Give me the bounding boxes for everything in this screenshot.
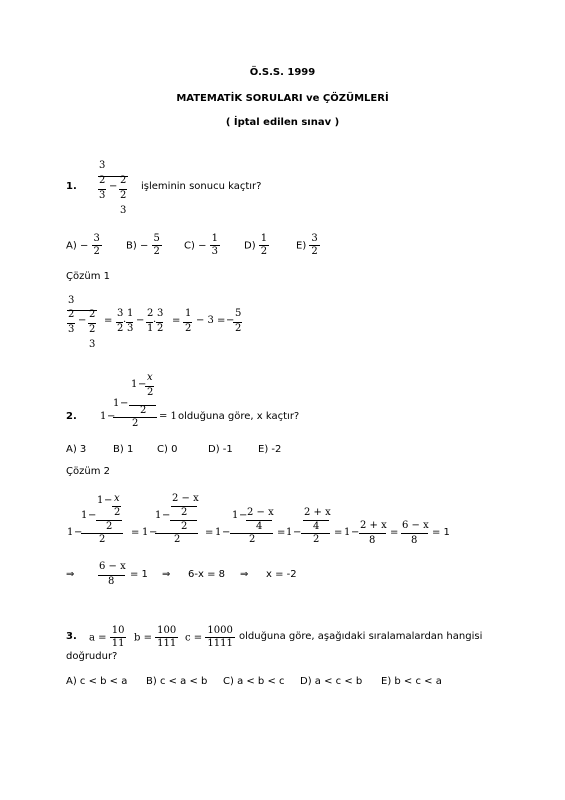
question-1-number: 1. <box>66 181 77 192</box>
q1-option-e[interactable]: E) $\frac{3}{2}$ <box>296 233 318 257</box>
q2-option-a[interactable]: A) 3 <box>66 444 87 455</box>
q3-option-c[interactable]: C) a < b < c <box>223 676 285 687</box>
q1-option-c[interactable]: C) − $\frac{1}{3}$ <box>184 233 219 257</box>
q2-option-b[interactable]: B) 1 <box>113 444 134 455</box>
q3-c-definition: c = $\frac{1000}{1111}$ <box>185 625 233 649</box>
question-1-text: işleminin sonucu kaçtır? <box>141 181 262 192</box>
q2-option-c[interactable]: C) 0 <box>157 444 178 455</box>
exam-title: Ö.S.S. 1999 <box>249 67 316 78</box>
q3-a-definition: a = $\frac{10}{11}$ <box>89 625 125 649</box>
question-2-number: 2. <box>66 411 77 422</box>
q3-option-a[interactable]: A) c < b < a <box>66 676 128 687</box>
q2-option-e[interactable]: E) -2 <box>258 444 282 455</box>
q3-option-b[interactable]: B) c < a < b <box>146 676 208 687</box>
question-3-text: olduğuna göre, aşağıdaki sıralamalardan hangisi <box>239 631 483 642</box>
exam-note: ( İptal edilen sınav ) <box>225 117 340 128</box>
exam-subtitle: MATEMATİK SORULARI ve ÇÖZÜMLERİ <box>176 93 389 104</box>
q3-b-definition: b = $\frac{100}{111}$ <box>134 625 177 649</box>
q2-option-d[interactable]: D) -1 <box>208 444 233 455</box>
question-3-text-continued: doğrudur? <box>66 651 118 662</box>
q3-option-e[interactable]: E) b < c < a <box>381 676 442 687</box>
solution-2-title: Çözüm 2 <box>66 466 110 477</box>
implies-icon: ⇒ <box>66 569 75 580</box>
q1-option-d[interactable]: D) $\frac{1}{2}$ <box>244 233 268 257</box>
solution-1-title: Çözüm 1 <box>66 271 110 282</box>
q3-option-d[interactable]: D) a < c < b <box>300 676 363 687</box>
implies-icon: ⇒ <box>162 569 171 580</box>
q1-option-a[interactable]: A) − $\frac{3}{2}$ <box>66 233 100 257</box>
implies-icon: ⇒ <box>240 569 249 580</box>
question-2-text: olduğuna göre, x kaçtır? <box>178 411 300 422</box>
question-3-number: 3. <box>66 631 77 642</box>
q1-option-b[interactable]: B) − $\frac{5}{2}$ <box>126 233 160 257</box>
